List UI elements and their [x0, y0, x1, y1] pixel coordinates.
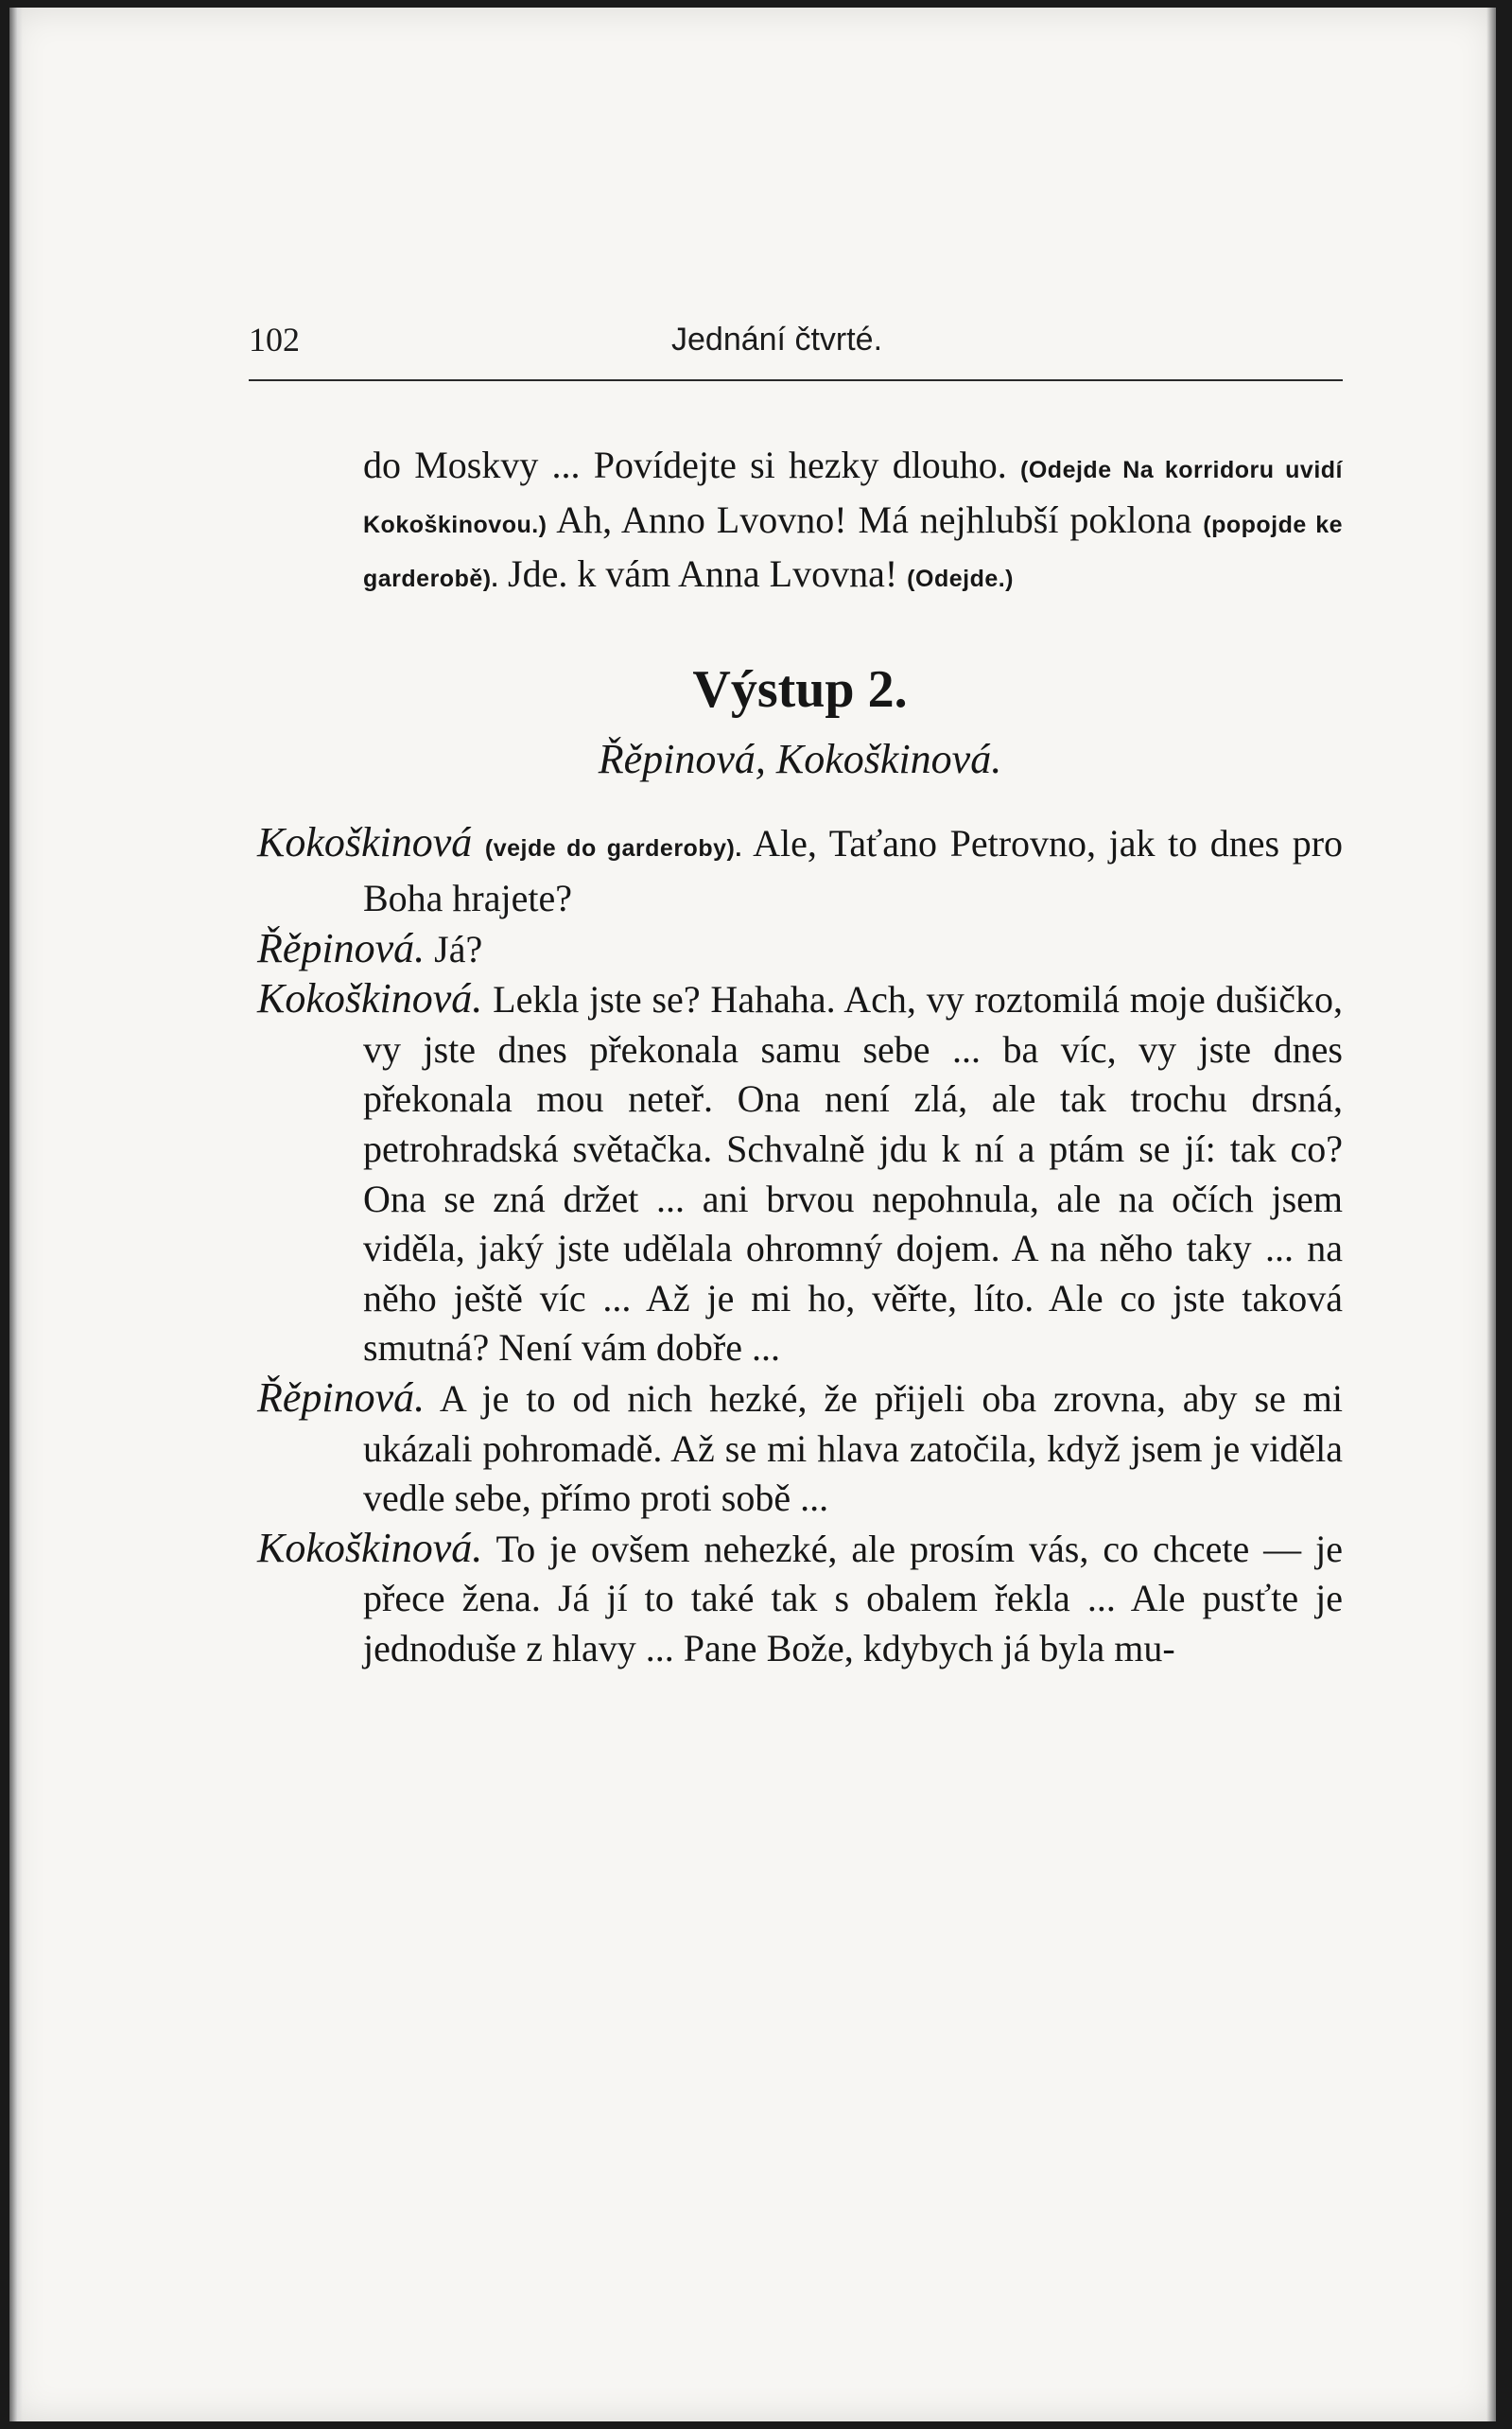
speech-2	[257, 924, 1343, 975]
speech-1	[257, 818, 1343, 923]
opening-text-2: Ah, Anno Lvovno! Má nejhlubší poklona	[556, 498, 1192, 541]
speech-4	[257, 1373, 1343, 1524]
opening-text-1: do Moskvy ... Povídejte si hezky dlouho.	[363, 444, 1007, 486]
scene-characters: Řěpinová, Kokoškinová.	[598, 735, 1002, 782]
scene-title: Výstup 2.	[692, 659, 908, 719]
book-page	[9, 8, 1496, 2421]
opening-paragraph	[257, 441, 1343, 604]
speech-text: Já?	[434, 927, 483, 970]
stage-direction: (Odejde.)	[907, 566, 1015, 593]
speaker-name: Řěpinová.	[257, 1373, 426, 1421]
running-title: Jednání čtvrté.	[671, 322, 883, 358]
speaker-name: Kokoškinová	[257, 819, 473, 866]
page-number: 102	[249, 321, 300, 358]
running-head	[249, 320, 1341, 376]
opening-text-3: Jde. k vám Anna Lvovna!	[508, 552, 898, 596]
speech-text: Lekla jste se? Hahaha. Ach, vy roztomilá moje dušičko, vy jste dnes překonala samu sebe ... ba víc, vy jste dnes překonala mou neteř. Ona není zlá, ale tak trochu drsná, petrohradská světačka. Schvalně jdu k ní a ptám se jí: tak co? Ona se zná držet ... ani brvou nepohnula, ale na očích jsem viděla, jaký jste udělala ohromný dojem. A na něho taky ... na něho ještě víc ... Až je mi ho, věřte, líto. Ale co jste taková smutná? Není vám dobře ...	[363, 978, 1344, 1370]
speaker-name: Kokoškinová.	[257, 975, 483, 1022]
speaker-name: Kokoškinová.	[257, 1524, 483, 1571]
speech-text: Ale, Taťano Petrovno, jak to dnes pro Boha hrajete?	[363, 822, 1344, 919]
stage-direction: (popojde ke garderobě).	[363, 511, 1343, 593]
speech-text: A je to od nich hezké, že přijeli oba zrovna, aby se mi ukázali pohromadě. Až se mi hlava zatočila, když jsem je viděla vedle sebe, přímo proti sobě ...	[363, 1376, 1343, 1520]
stage-direction: (vejde do garderoby).	[484, 835, 742, 863]
body-text	[257, 441, 1343, 1673]
speech-3	[257, 974, 1343, 1373]
speaker-name: Řěpinová.	[257, 924, 426, 971]
stage-direction: (Odejde Na korridoru uvidí Kokoškinovou.)	[363, 457, 1343, 538]
speech-text: To je ovšem nehezké, ale prosím vás, co chcete — je přece žena. Já jí to také tak s obalem řekla ... Ale pusťte je jednoduše z hlavy ... Pane Bože, kdybych já byla mu-	[363, 1527, 1343, 1669]
header-rule	[249, 379, 1343, 381]
speech-5	[257, 1524, 1343, 1674]
